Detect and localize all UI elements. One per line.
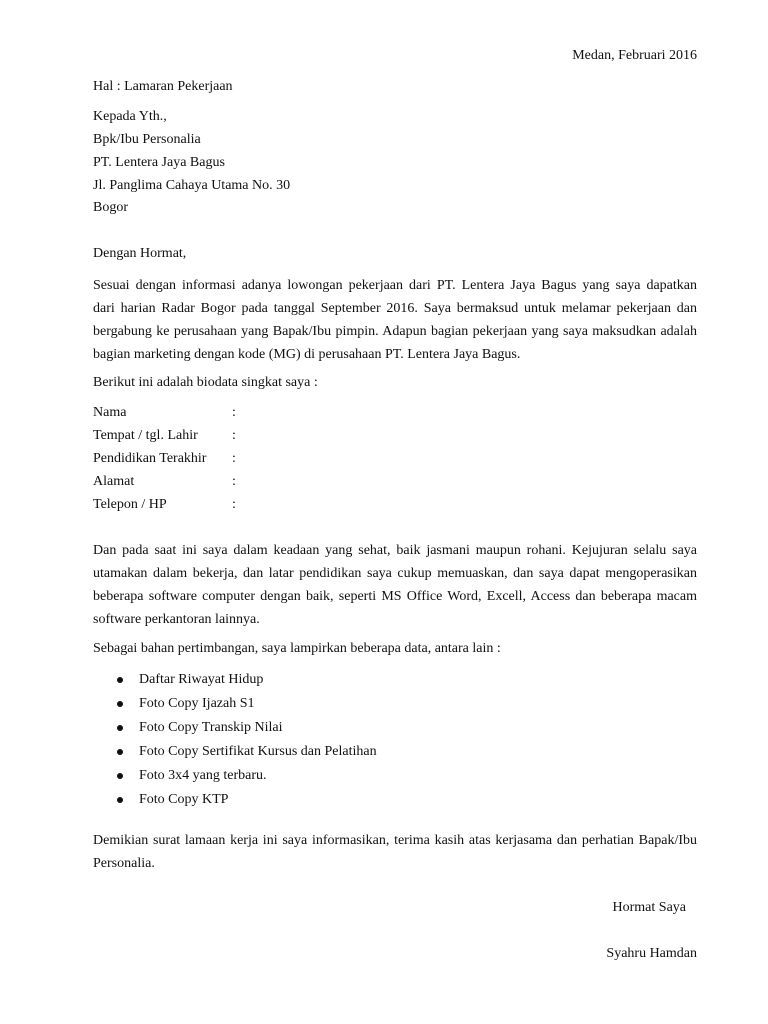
paragraph-line: bagian marketing dengan kode (MG) di perusahaan PT. Lentera Jaya Bagus.	[93, 347, 521, 362]
recipient-line: PT. Lentera Jaya Bagus	[93, 155, 225, 170]
place-date: Medan, Februari 2016	[572, 48, 697, 63]
biodata-label: Telepon / HP	[93, 497, 167, 512]
bullet-icon	[117, 773, 123, 779]
list-item-text: Foto Copy Sertifikat Kursus dan Pelatihan	[139, 744, 377, 759]
biodata-colon: :	[232, 451, 236, 466]
list-item-text: Foto Copy KTP	[139, 792, 229, 807]
attachments-intro: Sebagai bahan pertimbangan, saya lampirkan beberapa data, antara lain :	[93, 641, 501, 656]
recipient-line: Kepada Yth.,	[93, 109, 167, 124]
recipient-line: Jl. Panglima Cahaya Utama No. 30	[93, 178, 291, 193]
paragraph-line: Demikian surat lamaan kerja ini saya informasikan, terima kasih atas kerjasama dan perhatian Bapak/Ibu	[93, 833, 697, 848]
sign-off: Hormat Saya	[612, 900, 686, 915]
paragraph-line: Sesuai dengan informasi adanya lowongan pekerjaan dari PT. Lentera Jaya Bagus yang saya dapatkan	[93, 278, 697, 293]
biodata-colon: :	[232, 497, 236, 512]
list-item-text: Foto Copy Ijazah S1	[139, 696, 255, 711]
list-item-text: Daftar Riwayat Hidup	[139, 672, 264, 687]
greeting: Dengan Hormat,	[93, 246, 187, 261]
letter-page	[93, 0, 697, 1024]
list-item-text: Foto Copy Transkip Nilai	[139, 720, 283, 735]
paragraph-line: Dan pada saat ini saya dalam keadaan yang sehat, baik jasmani maupun rohani. Kejujuran selalu saya	[93, 543, 697, 558]
subject-line: Hal : Lamaran Pekerjaan	[93, 79, 233, 94]
bullet-icon	[117, 701, 123, 707]
biodata-colon: :	[232, 405, 236, 420]
recipient-line: Bogor	[93, 200, 128, 215]
biodata-label: Nama	[93, 405, 127, 420]
biodata-colon: :	[232, 428, 236, 443]
paragraph-line: Personalia.	[93, 856, 155, 871]
bio-intro: Berikut ini adalah biodata singkat saya :	[93, 375, 318, 390]
recipient-line: Bpk/Ibu Personalia	[93, 132, 201, 147]
paragraph-line: bergabung ke perusahaan yang Bapak/Ibu pimpin. Adapun bagian pekerjaan yang saya maksudkan adalah	[93, 324, 697, 339]
paragraph-line: dari harian Radar Bogor pada tanggal September 2016. Saya bermaksud untuk melamar pekerjaan dan	[93, 301, 697, 316]
list-item-text: Foto 3x4 yang terbaru.	[139, 768, 267, 783]
biodata-label: Alamat	[93, 474, 135, 489]
paragraph-line: software perkantoran lainnya.	[93, 612, 260, 627]
bullet-icon	[117, 725, 123, 731]
paragraph-line: beberapa software computer dengan baik, seperti MS Office Word, Excell, Access dan beberapa macam	[93, 589, 697, 604]
bullet-icon	[117, 677, 123, 683]
bullet-icon	[117, 749, 123, 755]
paragraph-line: utamakan dalam bekerja, dan latar pendidikan saya cukup memuaskan, dan saya dapat mengoperasikan	[93, 566, 697, 581]
signer-name: Syahru Hamdan	[606, 946, 697, 961]
bullet-icon	[117, 797, 123, 803]
biodata-label: Pendidikan Terakhir	[93, 451, 207, 466]
biodata-label: Tempat / tgl. Lahir	[93, 428, 198, 443]
biodata-colon: :	[232, 474, 236, 489]
